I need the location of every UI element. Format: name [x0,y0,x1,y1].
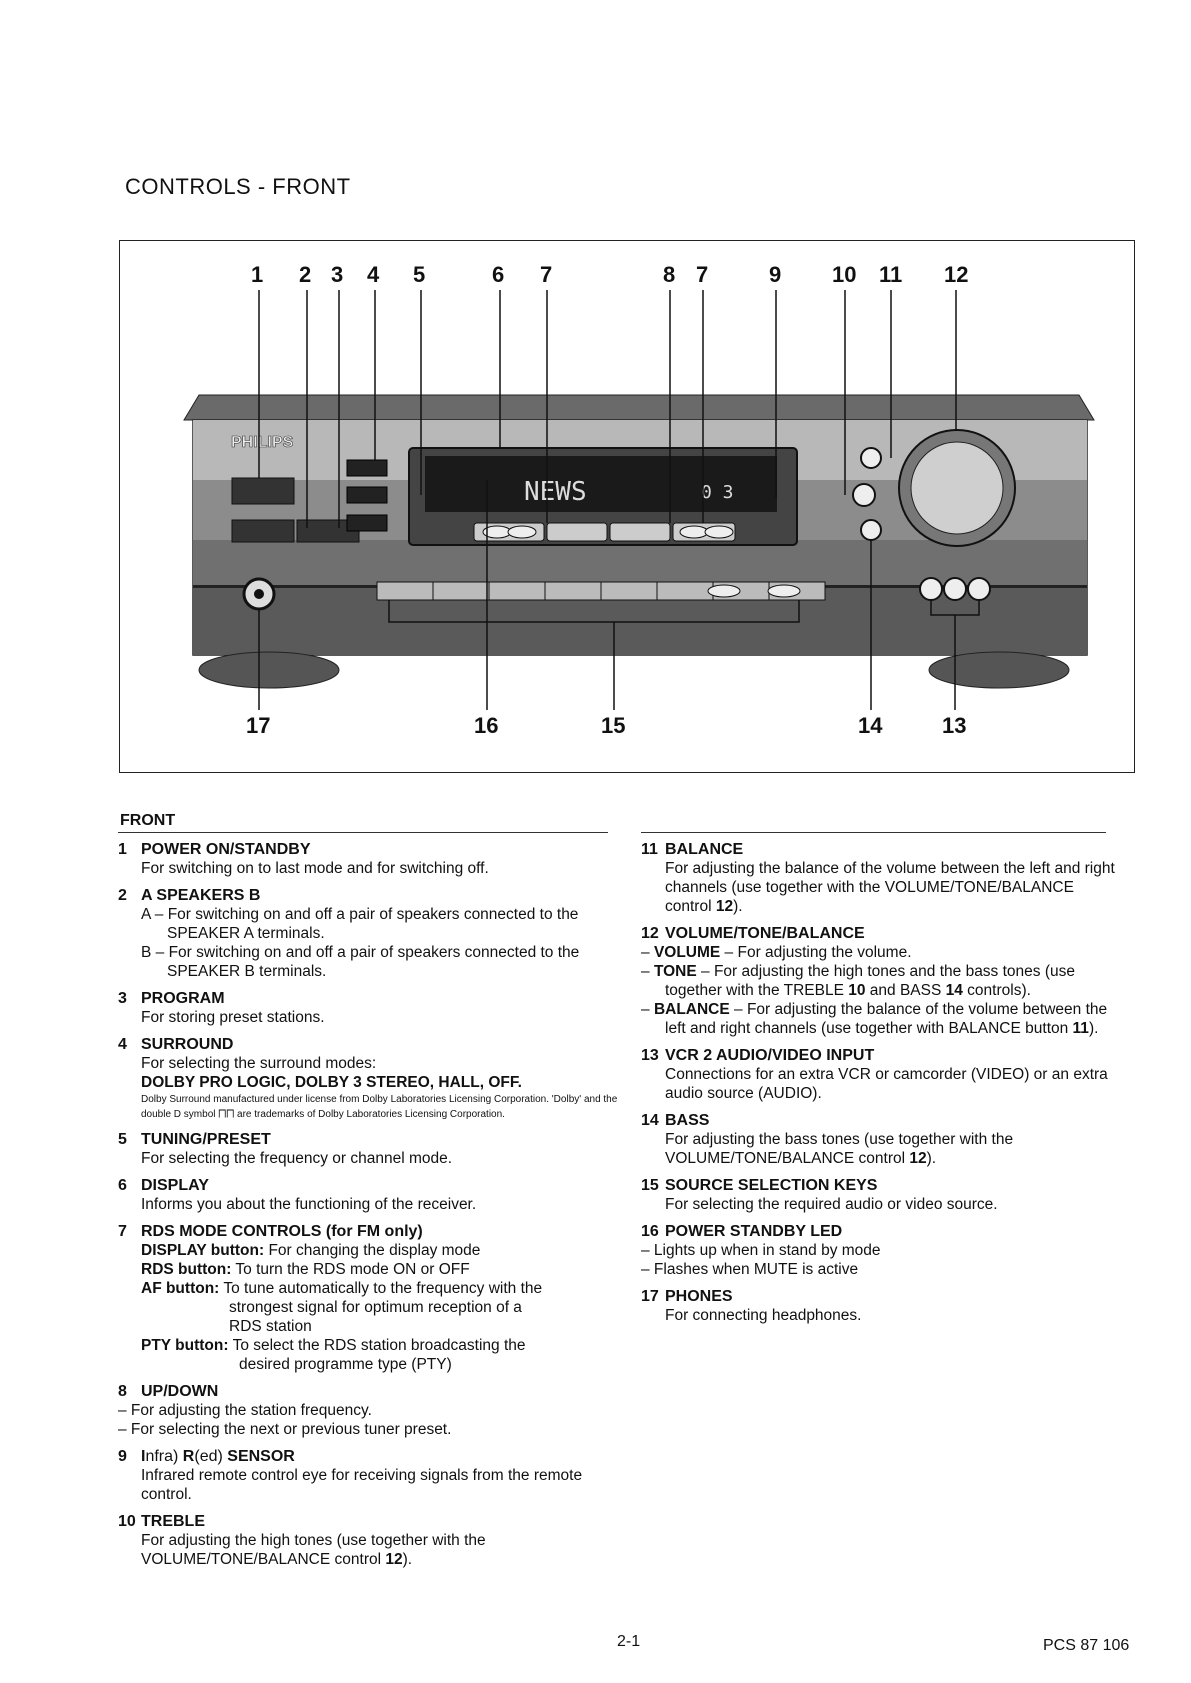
item-text: To turn the RDS mode ON or OFF [235,1261,470,1278]
item-text: For switching on to last mode and for switching off. [141,860,489,877]
item-text: desired programme type (PTY) [239,1356,452,1373]
balance-knob[interactable] [853,484,875,506]
item-title: UP/DOWN [141,1383,219,1400]
dolby-notice: Dolby Surround manufactured under license from Dolby Laboratories Licensing Corporation. 'Dolby' and the double D symbol ⨅⨅ are trademarks of Dolby Laboratories Licensing Corporation. [141,1094,618,1120]
label: PTY button: [141,1337,229,1354]
item-text: For changing the display mode [268,1242,481,1259]
callout-7: 7 [540,262,553,287]
item-text: – Lights up when in stand by mode [641,1242,881,1259]
item-title: RDS MODE CONTROLS (for FM only) [141,1223,423,1240]
item-title: POWER STANDBY LED [665,1223,843,1240]
item-number: 10 [118,1513,136,1530]
item-15 [641,1176,1116,1214]
receiver-front-illustration [119,240,1135,773]
preset-up-button[interactable] [705,526,733,538]
surround-modes: DOLBY PRO LOGIC, DOLBY 3 STEREO, HALL, OFF. [141,1074,522,1091]
ref: 11 [1072,1020,1089,1037]
callout-15: 15 [601,713,626,738]
item-number: 3 [118,990,127,1007]
callout-11: 11 [879,262,903,287]
item-number: 16 [641,1223,659,1240]
right-column [641,840,1116,1333]
item-number: 11 [641,841,658,858]
item-title: SOURCE SELECTION KEYS [665,1177,878,1194]
item-title: A SPEAKERS B [141,887,261,904]
item-text: controls). [962,982,1031,999]
item-text: strongest signal for optimum reception of a [229,1299,522,1316]
item-text: For adjusting the high tones (use together with the VOLUME/TONE/BALANCE control [141,1532,486,1568]
title-part: (ed) [194,1448,228,1465]
display-preset-text: 0 3 [701,482,734,503]
callout-9: 9 [769,262,782,287]
item-text: RDS station [229,1318,312,1335]
title-part: nfra) [145,1448,183,1465]
item-title: PROGRAM [141,990,225,1007]
item-number: 1 [118,841,127,858]
item-title: BASS [665,1112,710,1129]
divider-right [641,832,1106,833]
item-13 [641,1046,1116,1103]
item-9 [118,1447,623,1504]
callout-8: 8 [663,262,676,287]
item-title: TREBLE [141,1513,205,1530]
item-text: – For adjusting the balance of the volume between the left and right channels (use together with BALANCE button [665,1001,1108,1037]
ref: 12 [909,1150,927,1167]
label: VOLUME [653,944,721,961]
label: DISPLAY button: [141,1242,265,1259]
callout-12: 12 [944,262,969,287]
preset-down-button[interactable] [680,526,708,538]
item-number: 2 [118,887,127,904]
item-number: 12 [641,925,659,942]
item-10 [118,1512,623,1569]
item-16 [641,1222,1116,1279]
bass-knob[interactable] [861,520,881,540]
callout-5: 5 [413,262,426,287]
callout-10: 10 [832,262,857,287]
ref: 10 [848,982,866,999]
item-2 [118,886,623,981]
surround-button[interactable] [347,487,387,503]
treble-knob[interactable] [861,448,881,468]
item-text: ). [733,898,743,915]
item-text: Infrared remote control eye for receiving signals from the remote control. [141,1467,583,1503]
item-title: TUNING/PRESET [141,1131,271,1148]
ref: 14 [945,982,963,999]
program-button[interactable] [347,460,387,476]
item-text: Connections for an extra VCR or camcorder (VIDEO) or an extra audio source (AUDIO). [665,1066,1108,1102]
item-text: To tune automatically to the frequency with the [223,1280,543,1297]
brand-logo: PHILIPS [231,434,294,451]
item-text: A – For switching on and off a pair of speakers connected to the SPEAKER A terminals. [141,906,579,942]
page-title: CONTROLS - FRONT [125,174,351,199]
item-7 [118,1222,623,1374]
tuning-preset-button[interactable] [347,515,387,531]
callout-6: 6 [492,262,505,287]
item-text: For connecting headphones. [665,1307,862,1324]
item-text: For selecting the required audio or video source. [665,1196,998,1213]
title-part: R [182,1448,195,1465]
label: AF button: [141,1280,220,1297]
item-11 [641,840,1116,916]
power-button[interactable] [232,478,294,504]
page-number: 2-1 [617,1633,641,1650]
item-title: POWER ON/STANDBY [141,841,311,858]
divider-left [118,832,608,833]
item-title: BALANCE [665,841,744,858]
callout-7b: 7 [696,262,709,287]
rds-buttons [474,523,735,541]
item-6 [118,1176,623,1214]
item-text: For selecting the frequency or channel mode. [141,1150,453,1167]
item-number: 13 [641,1047,659,1064]
section-heading: FRONT [120,812,176,829]
item-text: – For adjusting the volume. [720,944,912,961]
ref: 12 [385,1551,403,1568]
item-text: – For adjusting the station frequency. [118,1402,372,1419]
item-14 [641,1111,1116,1168]
item-number: 15 [641,1177,659,1194]
item-text: and BASS [865,982,946,999]
rds-button[interactable] [547,523,607,541]
callout-3: 3 [331,262,344,287]
ref: 12 [715,898,734,915]
item-text: – Flashes when MUTE is active [641,1261,859,1278]
item-title: VCR 2 AUDIO/VIDEO INPUT [665,1047,875,1064]
item-text: For adjusting the bass tones (use together with the VOLUME/TONE/BALANCE control [665,1131,1014,1167]
up-button[interactable] [508,526,536,538]
item-number: 7 [118,1223,127,1240]
speakers-a-button[interactable] [232,520,294,542]
item-number: 14 [641,1112,659,1129]
item-text: For adjusting the balance of the volume between the left and right channels (use together with the VOLUME/TONE/BALANCE control [665,860,1115,915]
item-number: 4 [118,1036,127,1053]
item-text: ). [926,1150,937,1167]
item-number: 9 [118,1448,127,1465]
item-number: 8 [118,1383,127,1400]
item-3 [118,989,623,1027]
display-main-text: NEWS [524,477,587,507]
item-title: PHONES [665,1288,733,1305]
callout-4: 4 [367,262,380,287]
item-text: – For adjusting the high tones and the bass tones (use together with the TREBLE [665,963,1075,999]
title-part: I [141,1448,146,1465]
item-number: 5 [118,1131,127,1148]
callout-14: 14 [858,713,883,738]
item-text: To select the RDS station broadcasting the [232,1337,526,1354]
left-column [118,840,623,1577]
item-title: VOLUME/TONE/BALANCE [665,925,865,942]
callout-2: 2 [299,262,312,287]
item-5 [118,1130,623,1168]
item-text: B – For switching on and off a pair of speakers connected to the SPEAKER B terminals. [141,944,580,980]
callout-17: 17 [246,713,271,738]
item-1 [118,840,623,878]
item-title: SURROUND [141,1036,234,1053]
callout-16: 16 [474,713,499,738]
item-number: 6 [118,1177,127,1194]
item-4 [118,1035,623,1122]
item-text: For storing preset stations. [141,1009,325,1026]
item-title: DISPLAY [141,1177,209,1194]
af-button[interactable] [610,523,670,541]
item-text: For selecting the surround modes: [141,1055,377,1072]
document-code: PCS 87 106 [1043,1637,1130,1654]
item-number: 17 [641,1288,659,1305]
item-text: ). [1088,1020,1099,1037]
item-8 [118,1382,623,1439]
item-text: – For selecting the next or previous tuner preset. [118,1421,452,1438]
item-text: ). [402,1551,413,1568]
label: TONE [653,963,697,980]
callout-1: 1 [251,262,264,287]
title-part: SENSOR [227,1448,295,1465]
label: RDS button: [141,1261,232,1278]
item-text: Informs you about the functioning of the receiver. [141,1196,477,1213]
label: BALANCE [653,1001,730,1018]
item-17 [641,1287,1116,1325]
item-12: 12 VOLUME/TONE/BALANCE – VOLUME – For adjusting the volume. – TONE – For adjusting the high tones and the bass tones (use together with the TREBLE 10 and BASS 14 controls). – BALANCE – For adjusting the balance of the volume between the left and right channels (use together with BALANCE button 11). [641,924,1116,1038]
callout-13: 13 [942,713,967,738]
